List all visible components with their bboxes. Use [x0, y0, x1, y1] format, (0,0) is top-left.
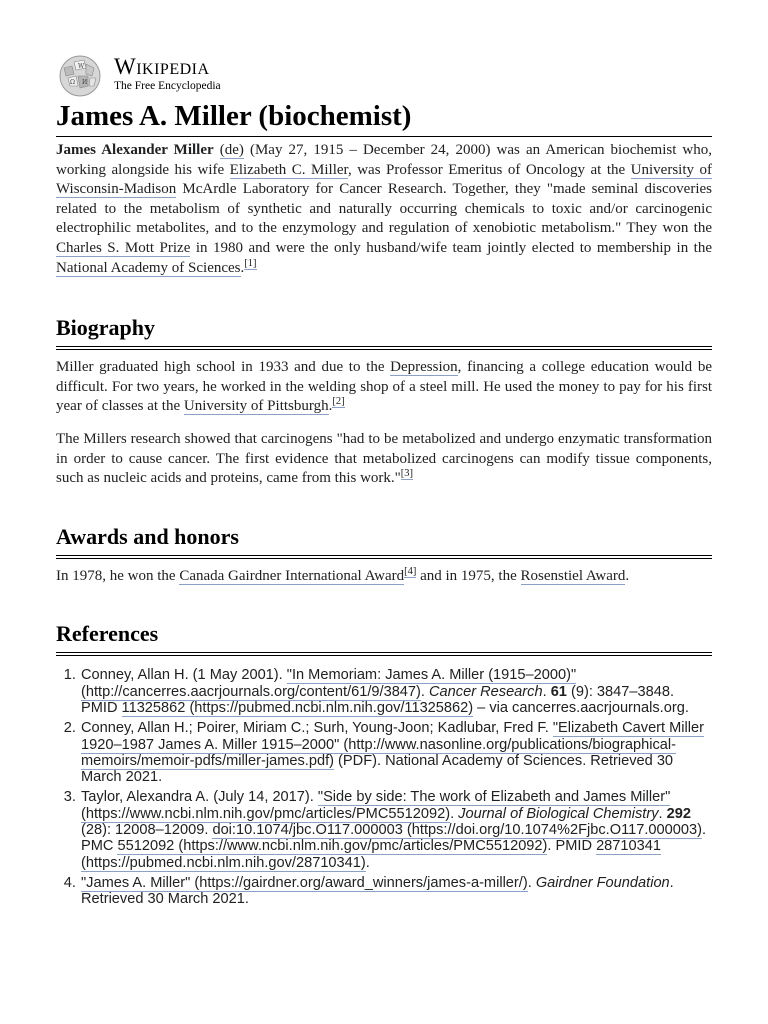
heading-biography: Biography — [56, 314, 712, 350]
wordmark-tagline: The Free Encyclopedia — [114, 80, 221, 92]
ref1-sep: . — [420, 683, 430, 700]
heading-references: References — [56, 620, 712, 656]
ref3-pmid-label: . PMID — [547, 838, 597, 855]
lead-text-5: . — [240, 259, 245, 276]
ref3-journal: Journal of Biological Chemistry — [458, 805, 659, 822]
heading-awards: Awards and honors — [56, 523, 712, 559]
references-list — [56, 667, 712, 907]
awards-text-1: In 1978, he won the — [56, 567, 180, 584]
lead-paragraph — [56, 141, 712, 278]
ref4-journal: Gairdner Foundation — [535, 874, 670, 891]
citation-3[interactable]: [3] — [400, 468, 414, 480]
bio-text-3: . — [328, 398, 333, 415]
ref3-pmid-link[interactable]: 28710341 (https://pubmed.ncbi.nlm.nih.gov/28710341) — [81, 838, 661, 871]
reference-item-2 — [80, 720, 712, 785]
ref3-doi-link[interactable]: doi:10.1074/jbc.O117.000003 (https://doi.org/10.1074%2Fjbc.O117.000003) — [212, 821, 702, 838]
link-uw-madison[interactable]: University of Wisconsin-Madison — [56, 161, 712, 198]
lead-text-1: (May 27, 1915 – December 24, 2000) was an American biochemist who, working alongside his wife — [56, 142, 713, 178]
bio-text-4: The Millers research showed that carcinogens "had to be metabolized and undergo enzymatic transformation in order to cause cancer. The first evidence that metabolized carcinogens can modify tissue components, such as nucleic acids and proteins, came from this work." — [56, 430, 712, 487]
article-page — [56, 0, 712, 907]
reference-item-1 — [80, 667, 712, 716]
lead-text-3: McArdle Laboratory for Cancer Research. Together, they "made seminal discoveries related to the metabolism of synthetic and naturally occurring chemicals to toxic and/or carcinogenic electrophilic metabolites, and to the enzymology and regulation of xenobiotic metabolism." They won the — [56, 181, 712, 237]
ref3-pmc-link[interactable]: 5512092 (https://www.ncbi.nlm.nih.gov/pmc/articles/PMC5512092) — [117, 838, 548, 855]
ref3-pages: (28): 12008–12009. — [81, 821, 213, 838]
biography-paragraph-2 — [56, 430, 712, 489]
ref1-via: – via cancerres.aacrjournals.org. — [473, 699, 689, 716]
awards-text-2: and in 1975, the — [416, 567, 521, 584]
wikipedia-globe-icon[interactable] — [56, 54, 104, 98]
link-de[interactable]: (de) — [219, 142, 244, 158]
awards-paragraph — [56, 567, 712, 587]
ref2-authors: Conney, Allan H.; Poirer, Miriam C.; Surh, Young-Joon; Kadlubar, Fred F. — [81, 720, 553, 737]
biography-paragraph-1 — [56, 358, 712, 417]
reference-item-4 — [80, 875, 712, 908]
lead-text-2: , was Professor Emeritus of Oncology at the — [347, 161, 631, 178]
awards-text-3: . — [625, 567, 630, 584]
ref1-link[interactable]: "In Memoriam: James A. Miller (1915–2000)" (http://cancerres.aacrjournals.org/content/61/9/3847) — [81, 667, 577, 700]
link-mott-prize[interactable]: Charles S. Mott Prize — [56, 239, 191, 256]
ref3-authors: Taylor, Alexandra A. (July 14, 2017). — [81, 789, 318, 806]
citation-2[interactable]: [2] — [332, 396, 345, 408]
bio-text-1: Miller graduated high school in 1933 and due to the — [56, 359, 391, 376]
citation-1[interactable]: [1] — [244, 257, 257, 269]
reference-item-3 — [80, 789, 712, 870]
ref1-pages: (9): 3847–3848. PMID — [81, 683, 675, 716]
svg-text:Ω: Ω — [70, 79, 75, 86]
wikipedia-wordmark[interactable] — [114, 55, 221, 93]
wordmark-name: Wikipedia — [114, 54, 210, 79]
link-gairdner-award[interactable]: Canada Gairdner International Award — [179, 567, 405, 584]
subject-name: James Alexander Miller — [56, 142, 214, 158]
ref1-volume: 61 — [550, 683, 567, 700]
lead-text-4: in 1980 and were the only husband/wife team jointly elected to membership in the — [190, 239, 713, 256]
ref1-journal: Cancer Research — [429, 683, 543, 700]
ref3-sep: . — [450, 805, 459, 822]
ref1-sep2: . — [542, 683, 551, 700]
link-depression[interactable]: Depression — [390, 359, 458, 376]
ref1-pmid-link[interactable]: 11325862 (https://pubmed.ncbi.nlm.nih.gov/11325862) — [121, 699, 474, 716]
page-title: James A. Miller (biochemist) — [56, 98, 712, 137]
link-elizabeth-c-miller[interactable]: Elizabeth C. Miller — [229, 161, 348, 178]
svg-text:W: W — [78, 63, 85, 70]
svg-text:И: И — [82, 79, 88, 86]
bio-text-2: , financing a college education would be difficult. For two years, he worked in the welding shop of a steel mill. He used the money to pay for his first year of classes at the — [56, 359, 713, 415]
ref4-link[interactable]: "James A. Miller" (https://gairdner.org/award_winners/james-a-miller/) — [81, 874, 528, 891]
ref4-retrieved: . Retrieved 30 March 2021. — [81, 874, 674, 908]
ref1-authors: Conney, Allan H. (1 May 2001). — [81, 667, 287, 684]
ref3-sep2: . — [658, 805, 667, 822]
ref3-link[interactable]: "Side by side: The work of Elizabeth and James Miller" (https://www.ncbi.nlm.nih.gov/pmc/articles/PMC5512092) — [81, 789, 671, 822]
ref2-tail: (PDF). National Academy of Sciences. Retrieved 30 March 2021. — [81, 752, 674, 786]
ref3-volume: 292 — [666, 805, 691, 822]
link-pittsburgh[interactable]: University of Pittsburgh — [183, 398, 329, 415]
ref3-pmc-label: . PMC — [81, 821, 707, 855]
site-header — [56, 0, 712, 98]
link-nas[interactable]: National Academy of Sciences — [56, 259, 241, 276]
ref4-sep: . — [527, 874, 536, 891]
ref3-end: . — [365, 854, 370, 871]
link-rosenstiel-award[interactable]: Rosenstiel Award — [520, 567, 626, 584]
citation-4[interactable]: [4] — [404, 565, 417, 577]
ref2-link[interactable]: "Elizabeth Cavert Miller 1920–1987 James A. Miller 1915–2000" (http://www.nasonline.org/publications/biographical-memoirs/memoir-pdfs/miller-james.pdf) — [81, 720, 705, 769]
